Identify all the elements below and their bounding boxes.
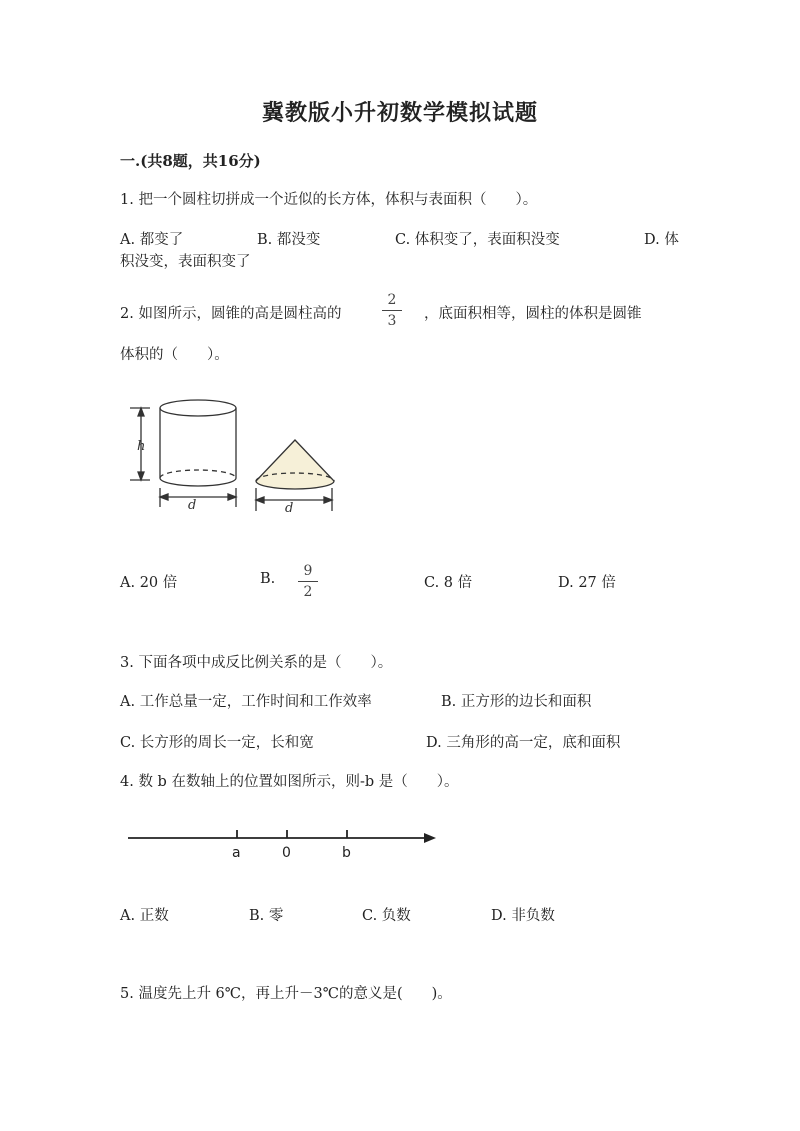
label-d-cone: d (285, 501, 294, 516)
fraction-bar (298, 581, 318, 582)
q4-option-d: D. 非负数 (491, 908, 555, 924)
q1-option-c: C. 体积变了，表面积没变 (395, 232, 560, 248)
page-title: 冀教版小升初数学模拟试题 (261, 101, 538, 126)
cylinder-bottom-front (160, 478, 236, 486)
q2-stem-line2: 体积的（ ）。 (120, 347, 229, 363)
q3-stem: 3. 下面各项中成反比例关系的是（ ）。 (120, 655, 393, 671)
q2-option-b-numerator: 9 (303, 563, 313, 579)
cylinder-bottom-back (160, 470, 236, 478)
q4-number-line (120, 820, 450, 865)
label-0: 0 (282, 845, 291, 861)
q4-option-b: B. 零 (249, 908, 284, 924)
q1-option-d-continued: 积没变，表面积变了 (120, 254, 251, 270)
label-d-cylinder: d (188, 498, 197, 513)
height-arrow-head-down (138, 472, 144, 480)
q4-stem: 4. 数 b 在数轴上的位置如图所示，则-b 是（ ）。 (120, 774, 459, 790)
q3-option-c: C. 长方形的周长一定，长和宽 (120, 735, 314, 751)
q2-option-c: C. 8 倍 (424, 575, 473, 591)
q1-option-a: A. 都变了 (120, 232, 184, 248)
label-a: a (232, 845, 241, 861)
q2-option-a: A. 20 倍 (120, 575, 178, 591)
q2-option-b-denominator: 2 (303, 584, 313, 600)
q2-fraction-numerator: 2 (387, 292, 397, 308)
q2-fraction (382, 292, 402, 329)
q1-option-d: D. 体 (644, 232, 679, 248)
q2-figure-cylinder-cone (120, 395, 350, 525)
fraction-bar (382, 310, 402, 311)
cone-d-arrow-left (256, 497, 264, 503)
q2-stem: 2. 如图所示，圆锥的高是圆柱高的 (120, 306, 342, 322)
q2-option-b-fraction (298, 563, 318, 600)
q4-option-c: C. 负数 (362, 908, 411, 924)
label-b: b (342, 845, 351, 861)
cone-d-arrow-right (324, 497, 332, 503)
label-h: h (137, 439, 146, 454)
q1-option-b: B. 都没变 (257, 232, 321, 248)
number-line-arrow (424, 833, 436, 843)
cyl-d-arrow-right (228, 494, 236, 500)
cone-body (256, 440, 334, 489)
q3-option-b: B. 正方形的边长和面积 (441, 694, 592, 710)
q1-stem: 1. 把一个圆柱切拼成一个近似的长方体，体积与表面积（ ）。 (120, 192, 538, 208)
q2-fraction-denominator: 3 (387, 313, 397, 329)
cyl-d-arrow-left (160, 494, 168, 500)
q5-stem: 5. 温度先上升 6℃，再上升－3℃的意义是( )。 (120, 986, 452, 1002)
q4-option-a: A. 正数 (120, 908, 169, 924)
section-heading: 一.(共8题，共16分) (120, 152, 261, 170)
q3-option-a: A. 工作总量一定，工作时间和工作效率 (120, 694, 372, 710)
q2-option-d: D. 27 倍 (558, 575, 616, 591)
cylinder-top-ellipse (160, 400, 236, 416)
q3-option-d: D. 三角形的高一定，底和面积 (426, 735, 621, 751)
q2-option-b: B. (260, 571, 276, 587)
q2-stem-continued: ，底面积相等，圆柱的体积是圆锥 (424, 306, 642, 322)
height-arrow-head-up (138, 408, 144, 416)
